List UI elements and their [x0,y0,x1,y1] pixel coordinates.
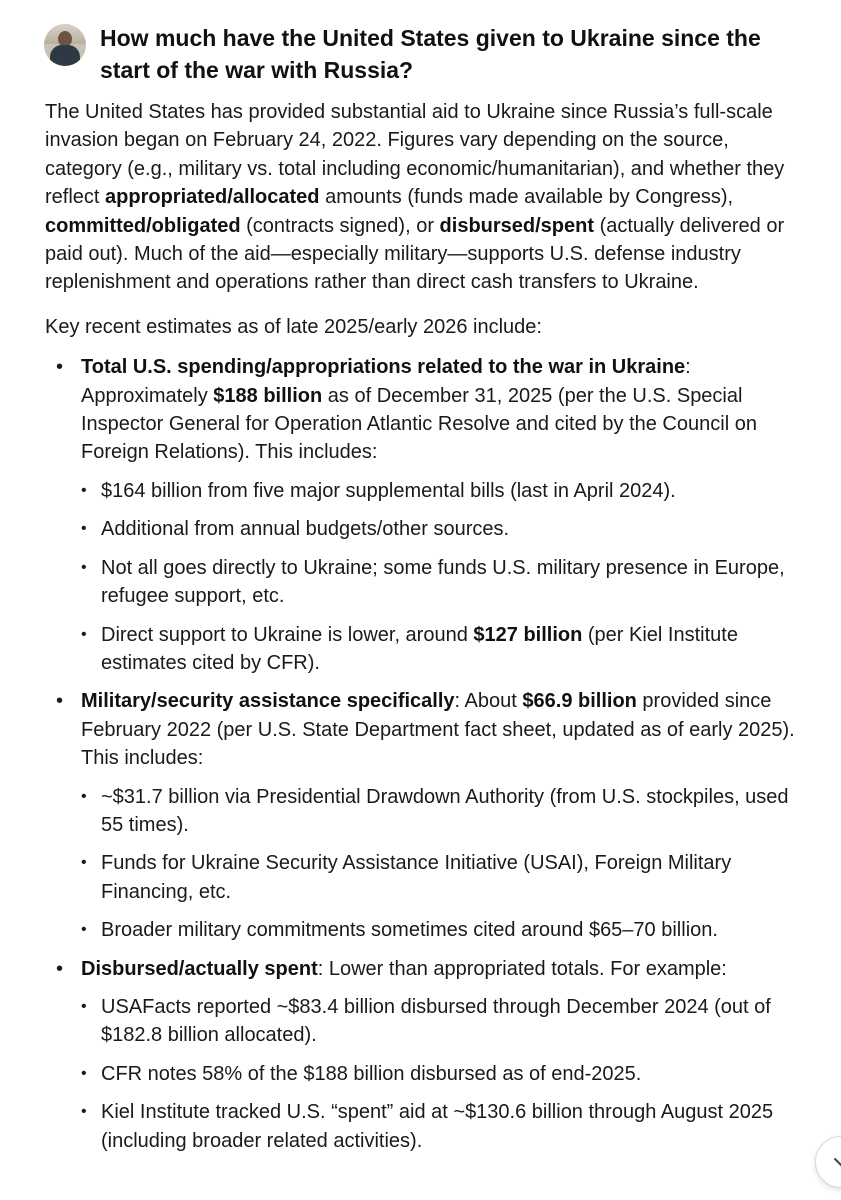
sub-bullet: • [81,787,87,805]
sub-list-item [81,515,810,543]
item-bold: $188 billion [213,384,323,407]
sub-list-item [81,993,810,1050]
intro-seg: amounts (funds made available by Congress), [319,186,734,209]
estimates-list [45,353,810,1155]
sub-bullet: • [81,1064,87,1082]
sub-item-text: ~$31.7 billion via Presidential Drawdown Authority (from U.S. stockpiles, used 55 times). [101,785,789,836]
sub-item-text: Kiel Institute tracked U.S. “spent” aid at ~$130.6 billion through August 2025 (including broader related activities). [101,1101,774,1152]
sub-item-text: Broader military commitments sometimes cited around $65–70 billion. [101,919,718,942]
bullet: • [56,356,64,379]
sub-list [81,993,810,1155]
sub-list-item [81,1060,810,1088]
sub-list [81,477,810,677]
item-heading: Total U.S. spending/appropriations related to the war in Ukraine [81,356,686,379]
intro-bold: disbursed/spent [439,214,595,237]
item-bold: $66.9 billion [522,690,637,713]
chevron-down-icon [832,1153,841,1171]
list-item [45,955,810,1155]
intro-paragraph [45,98,810,297]
bullet: • [56,690,64,713]
item-heading: Disbursed/actually spent [81,957,318,980]
question-row [44,22,804,86]
sub-bullet: • [81,520,87,538]
sub-bullet: • [81,854,87,872]
sub-item-text: Funds for Ukraine Security Assistance Initiative (USAI), Foreign Military Financing, etc. [101,852,732,903]
item-text: : About [454,690,523,713]
scroll-down-button[interactable] [815,1136,841,1188]
bullet: • [56,957,64,980]
list-item [45,687,810,944]
question-text: How much have the United States given to Ukraine since the start of the war with Russia? [100,25,761,83]
sub-bullet: • [81,481,87,499]
sub-list-item [81,916,810,944]
sub-item-text: (per Kiel Institute estimates cited by CFR). [101,623,738,674]
sub-bullet: • [81,997,87,1015]
sub-list-item [81,1098,810,1155]
sub-item-text: USAFacts reported ~$83.4 billion disbursed through December 2024 (out of $182.8 billion allocated). [101,995,771,1047]
sub-bullet: • [81,625,87,643]
sub-list-item [81,849,810,906]
lead-paragraph: Key recent estimates as of late 2025/early 2026 include: [45,315,542,338]
item-text: : Approximately [81,356,691,407]
list-item [45,353,810,677]
sub-list-item [81,554,810,611]
answer-body [45,98,810,1165]
sub-item-text: Additional from annual budgets/other sources. [101,518,510,541]
sub-list [81,783,810,945]
item-text: as of December 31, 2025 (per the U.S. Special Inspector General for Operation Atlantic Resolve and cited by the Council on Foreign Relations). This includes: [81,384,757,464]
intro-bold: appropriated/allocated [105,186,320,209]
sub-item-text: CFR notes 58% of the $188 billion disbursed as of end-2025. [101,1062,642,1085]
sub-bullet: • [81,921,87,939]
item-text: provided since February 2022 (per U.S. State Department fact sheet, updated as of early 2025). This includes: [81,690,795,770]
avatar[interactable] [44,24,86,66]
sub-item-text: Not all goes directly to Ukraine; some funds U.S. military presence in Europe, refugee support, etc. [101,556,785,608]
item-heading: Military/security assistance specifically [81,690,455,713]
intro-seg: (actually delivered or paid out). Much of the aid—especially military—supports U.S. defense industry replenishment and operations rather than direct cash transfers to Ukraine. [45,214,785,294]
item-text: : Lower than appropriated totals. For example: [317,957,727,980]
sub-list-item [81,477,810,505]
intro-seg: The United States has provided substantial aid to Ukraine since Russia’s full-scale invasion began on February 24, 2022. Figures vary depending on the source, category (e.g., military vs. total including economic/humanitarian), and whether they reflect [45,101,785,209]
sub-item-bold: $127 billion [473,623,583,646]
sub-bullet: • [81,558,87,576]
sub-list-item [81,783,810,840]
intro-bold: committed/obligated [45,214,241,237]
sub-item-text: $164 billion from five major supplemental bills (last in April 2024). [101,479,676,502]
sub-list-item [81,621,810,678]
sub-item-text: Direct support to Ukraine is lower, around [101,623,474,646]
intro-seg: (contracts signed), or [240,214,440,237]
sub-bullet: • [81,1103,87,1121]
